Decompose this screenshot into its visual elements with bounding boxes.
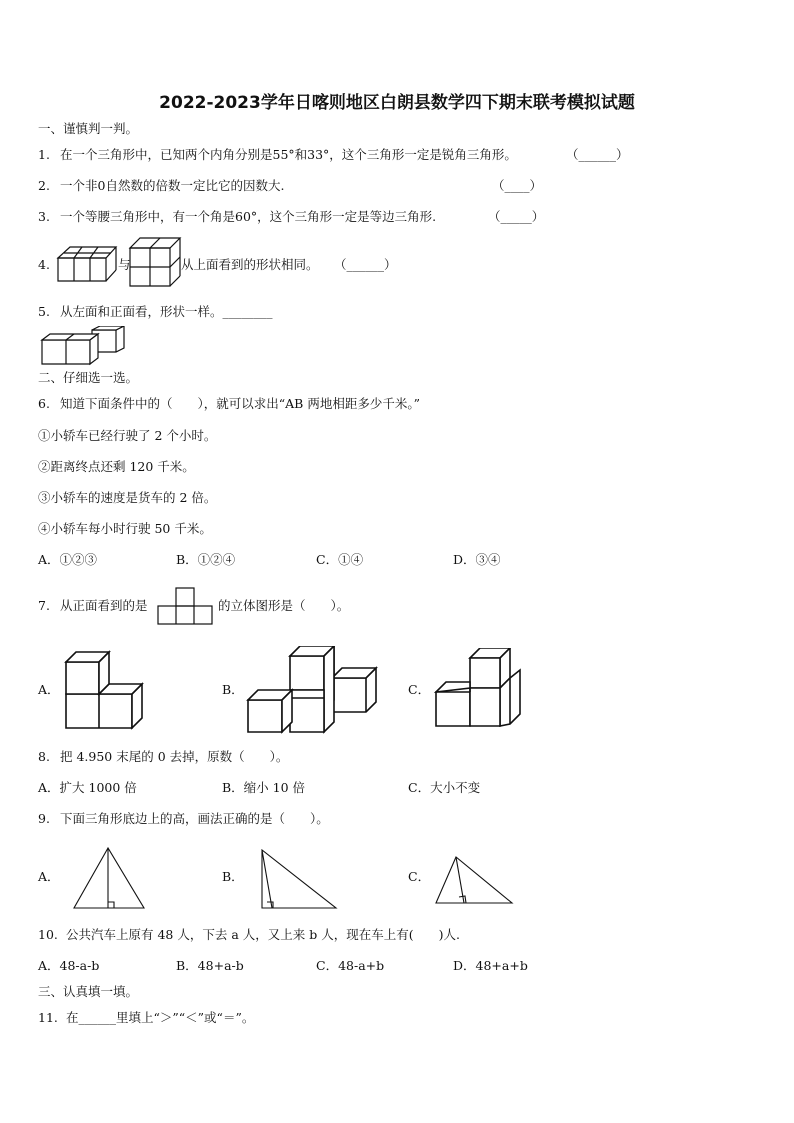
question-9-option-b-triangle[interactable] [258,848,338,912]
question-3-number: 3. [38,209,50,224]
question-4-figure-flat-cubes [56,243,118,283]
question-6-condition-2: ②距离终点还剩 120 千米。 [38,459,195,474]
question-9-text: 下面三角形底边上的高，画法正确的是（ ）。 [60,811,329,826]
question-7-text-post: 的立体图形是（ ）。 [218,598,350,613]
question-11-text: 在______里填上“＞”“＜”或“＝”。 [66,1010,255,1025]
question-6-condition-4: ④小轿车每小时行驶 50 千米。 [38,521,212,536]
question-7-text-pre: 从正面看到的是 [60,598,148,613]
question-1-text: 在一个三角形中，已知两个内角分别是55°和33°，这个三角形一定是锐角三角形。 [60,147,517,162]
page-title: 2022-2023学年日喀则地区白朗县数学四下期末联考模拟试题 [159,93,635,113]
question-10-option-d[interactable]: D．48+a+b [453,958,528,973]
question-9-label-c[interactable]: C． [408,869,431,884]
question-6-option-c[interactable]: C．①④ [316,552,364,567]
section-heading-1: 一、谨慎判一判。 [38,121,139,136]
question-5-figure-cubes [40,326,126,366]
question-6-condition-1: ①小轿车已经行驶了 2 个小时。 [38,428,217,443]
question-7-option-c-figure[interactable] [434,648,524,728]
question-9-option-c-triangle[interactable] [434,855,514,907]
question-7-option-a-figure[interactable] [64,650,148,730]
question-7-option-b-figure[interactable] [246,646,378,734]
question-2-answer-blank[interactable]: （____） [492,178,543,193]
question-6-condition-3: ③小轿车的速度是货车的 2 倍。 [38,490,217,505]
question-10-text: 公共汽车上原有 48 人，下去 a 人，又上来 b 人，现在车上有( )人. [66,927,460,942]
question-9-label-b[interactable]: B． [222,869,244,884]
question-5-number: 5. [38,304,50,319]
question-6-number: 6. [38,396,50,411]
question-6-text: 知道下面条件中的（ ），就可以求出“AB 两地相距多少千米。” [60,396,420,411]
question-9-label-a[interactable]: A． [38,869,60,884]
question-7-front-view-figure [157,586,215,626]
question-10-option-c[interactable]: C．48-a+b [316,958,385,973]
question-7-label-a[interactable]: A． [38,682,60,697]
question-2-text: 一个非0自然数的倍数一定比它的因数大. [60,178,285,193]
question-3-text: 一个等腰三角形中，有一个角是60°，这个三角形一定是等边三角形. [60,209,437,224]
question-7-label-b[interactable]: B． [222,682,244,697]
question-5-text: 从左面和正面看，形状一样。________ [60,304,273,319]
question-6-option-d[interactable]: D．③④ [453,552,501,567]
question-6-option-a[interactable]: A．①②③ [38,552,98,567]
question-11-number: 11. [38,1010,58,1025]
question-8-text: 把 4.950 末尾的 0 去掉，原数（ ）。 [60,749,289,764]
question-9-number: 9. [38,811,50,826]
question-9-option-a-triangle[interactable] [72,846,146,912]
question-10-number: 10. [38,927,58,942]
question-10-option-b[interactable]: B．48+a-b [176,958,244,973]
question-2-number: 2. [38,178,50,193]
question-8-number: 8. [38,749,50,764]
question-4-figure-cube-block [128,236,182,288]
section-heading-2: 二、仔细选一选。 [38,370,139,385]
question-4-connector: 与 [118,257,131,272]
question-3-answer-blank[interactable]: （_____） [488,209,545,224]
question-8-option-b[interactable]: B．缩小 10 倍 [222,780,306,795]
question-7-number: 7. [38,598,50,613]
question-4-answer-blank[interactable]: （______） [334,257,397,272]
section-heading-3: 三、认真填一填。 [38,984,139,999]
question-1-number: 1. [38,147,50,162]
question-10-option-a[interactable]: A．48-a-b [38,958,100,973]
question-4-text: 从上面看到的形状相同。 [181,257,319,272]
question-1-answer-blank[interactable]: （______） [566,147,629,162]
question-8-option-a[interactable]: A．扩大 1000 倍 [38,780,137,795]
question-4-number: 4. [38,257,50,272]
question-6-option-b[interactable]: B．①②④ [176,552,236,567]
question-7-label-c[interactable]: C． [408,682,431,697]
question-8-option-c[interactable]: C．大小不变 [408,780,481,795]
